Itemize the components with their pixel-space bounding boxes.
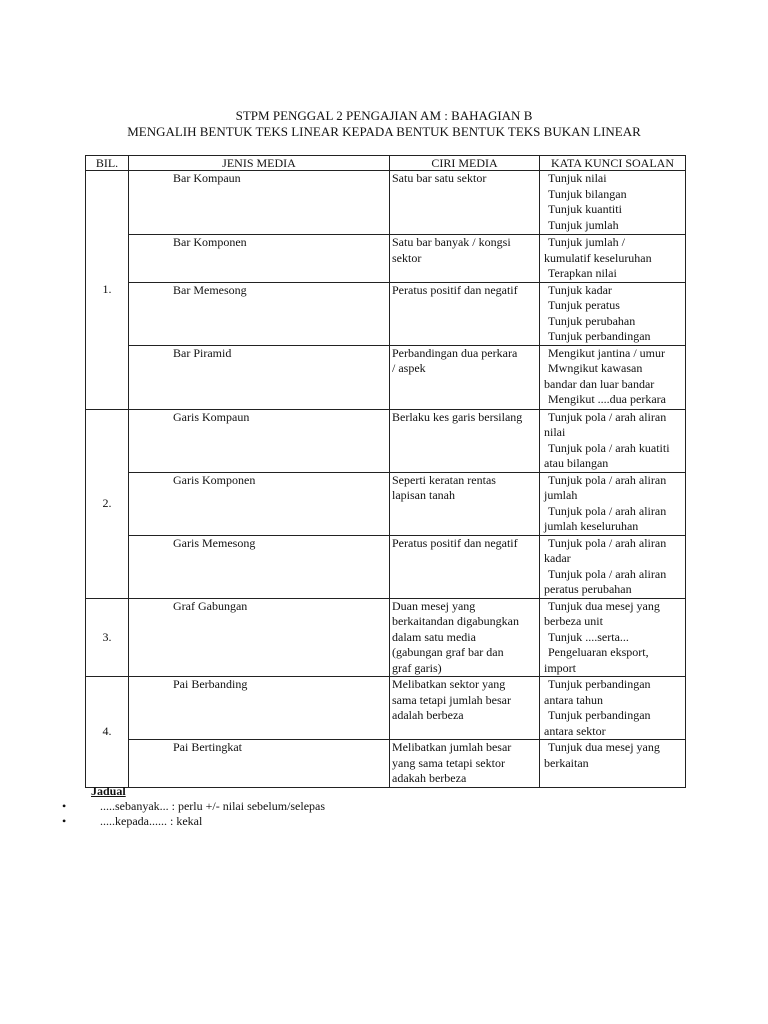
bil-cell: 4. bbox=[86, 677, 129, 788]
table-row bbox=[86, 677, 686, 740]
ciri-line: / aspek bbox=[392, 361, 426, 375]
ciri-line: Peratus positif dan negatif bbox=[392, 282, 518, 297]
jadual-label: Jadual bbox=[91, 784, 126, 798]
kata-kunci-line: Tunjuk perbandingan bbox=[548, 329, 651, 343]
document-title: STPM PENGGAL 2 PENGAJIAN AM : BAHAGIAN B bbox=[235, 108, 533, 123]
kata-kunci-line: kumulatif keseluruhan bbox=[544, 250, 652, 265]
kata-kunci-cell bbox=[540, 345, 686, 409]
kata-kunci-line: jumlah bbox=[544, 488, 578, 502]
kata-kunci-line: kadar bbox=[544, 551, 571, 565]
ciri-line: Duan mesej yang bbox=[392, 598, 476, 613]
kata-kunci-line: jumlah keseluruhan bbox=[544, 519, 639, 533]
ciri-media-cell bbox=[390, 472, 540, 535]
ciri-media-cell bbox=[390, 677, 540, 740]
ciri-line: (gabungan graf bar dan bbox=[392, 645, 504, 659]
kata-kunci-line: Tunjuk pola / arah aliran bbox=[548, 535, 667, 550]
jenis-media-cell: Bar Komponen bbox=[129, 235, 390, 283]
ciri-media-cell bbox=[390, 235, 540, 283]
ciri-line: lapisan tanah bbox=[392, 488, 455, 502]
table-row bbox=[86, 345, 686, 409]
kata-kunci-line: Tunjuk pola / arah aliran bbox=[548, 503, 667, 518]
kata-kunci-line: Tunjuk perbandingan bbox=[548, 677, 651, 691]
jenis-media-cell: Bar Piramid bbox=[129, 345, 390, 409]
jenis-media-cell: Garis Memesong bbox=[129, 535, 390, 598]
kata-kunci-line: import bbox=[544, 660, 576, 675]
ciri-media-cell bbox=[390, 282, 540, 345]
jenis-media-cell: Bar Memesong bbox=[129, 282, 390, 345]
kata-kunci-line: Terapkan nilai bbox=[548, 266, 617, 280]
table-row bbox=[86, 740, 686, 788]
kata-kunci-line: antara sektor bbox=[544, 723, 606, 738]
table-row bbox=[86, 409, 686, 472]
kata-kunci-line: Mwngikut kawasan bbox=[548, 361, 643, 375]
ciri-line: adakah berbeza bbox=[392, 771, 467, 785]
table-row bbox=[86, 535, 686, 598]
bullet-icon: • bbox=[62, 814, 67, 828]
kata-kunci-line: nilai bbox=[544, 425, 566, 439]
kata-kunci-line: Tunjuk dua mesej yang bbox=[548, 740, 660, 754]
kata-kunci-line: Tunjuk peratus bbox=[548, 298, 620, 312]
kata-kunci-line: Tunjuk dua mesej yang bbox=[548, 598, 660, 613]
jenis-media-cell: Pai Berbanding bbox=[129, 677, 390, 740]
bil-cell: 3. bbox=[86, 598, 129, 677]
note-text: .....sebanyak... : perlu +/- nilai sebelum/selepas bbox=[100, 799, 326, 813]
ciri-line: Peratus positif dan negatif bbox=[392, 535, 518, 550]
kata-kunci-line: Pengeluaran eksport, bbox=[548, 645, 649, 659]
media-table bbox=[85, 155, 686, 788]
ciri-line: adalah berbeza bbox=[392, 708, 464, 722]
ciri-line: yang sama tetapi sektor bbox=[392, 755, 505, 770]
header-jenis-media: JENIS MEDIA bbox=[129, 156, 390, 171]
kata-kunci-cell bbox=[540, 535, 686, 598]
table-row bbox=[86, 282, 686, 345]
jenis-media-cell: Garis Komponen bbox=[129, 472, 390, 535]
ciri-media-cell bbox=[390, 345, 540, 409]
ciri-media-cell bbox=[390, 171, 540, 235]
kata-kunci-line: bandar dan luar bandar bbox=[544, 376, 655, 391]
jenis-media-cell: Bar Kompaun bbox=[129, 171, 390, 235]
kata-kunci-cell bbox=[540, 472, 686, 535]
document-subtitle: MENGALIH BENTUK TEKS LINEAR KEPADA BENTUK BENTUK TEKS BUKAN LINEAR bbox=[127, 124, 641, 139]
table-row bbox=[86, 598, 686, 677]
bil-cell: 2. bbox=[86, 409, 129, 598]
kata-kunci-line: Tunjuk ....serta... bbox=[548, 629, 629, 644]
ciri-line: sektor bbox=[392, 250, 422, 265]
kata-kunci-line: Tunjuk pola / arah kuatiti bbox=[548, 440, 670, 455]
ciri-media-cell bbox=[390, 409, 540, 472]
kata-kunci-line: berbeza unit bbox=[544, 614, 603, 628]
ciri-line: dalam satu media bbox=[392, 629, 476, 644]
kata-kunci-line: antara tahun bbox=[544, 692, 603, 707]
kata-kunci-line: Tunjuk perbandingan bbox=[548, 708, 651, 722]
bullet-icon: • bbox=[62, 799, 67, 813]
kata-kunci-line: Tunjuk pola / arah aliran bbox=[548, 472, 667, 487]
ciri-line: Satu bar satu sektor bbox=[392, 171, 487, 185]
kata-kunci-line: Tunjuk kuantiti bbox=[548, 202, 622, 216]
ciri-line: Satu bar banyak / kongsi bbox=[392, 235, 511, 249]
kata-kunci-line: Mengikut ....dua perkara bbox=[548, 392, 666, 406]
kata-kunci-line: berkaitan bbox=[544, 755, 589, 770]
header-kata-kunci: KATA KUNCI SOALAN bbox=[540, 156, 686, 171]
kata-kunci-cell bbox=[540, 235, 686, 283]
table-row bbox=[86, 235, 686, 283]
ciri-media-cell bbox=[390, 598, 540, 677]
jenis-media-cell: Pai Bertingkat bbox=[129, 740, 390, 788]
bil-cell: 1. bbox=[86, 171, 129, 410]
jenis-media-cell: Graf Gabungan bbox=[129, 598, 390, 677]
kata-kunci-line: Tunjuk bilangan bbox=[548, 186, 627, 201]
ciri-line: Berlaku kes garis bersilang bbox=[392, 409, 523, 424]
kata-kunci-cell bbox=[540, 409, 686, 472]
kata-kunci-line: Tunjuk jumlah bbox=[548, 217, 619, 232]
kata-kunci-cell bbox=[540, 171, 686, 235]
kata-kunci-line: Mengikut jantina / umur bbox=[548, 345, 665, 360]
header-ciri-media: CIRI MEDIA bbox=[390, 156, 540, 171]
header-bil: BIL. bbox=[86, 156, 129, 171]
jenis-media-cell: Garis Kompaun bbox=[129, 409, 390, 472]
kata-kunci-line: Tunjuk jumlah / bbox=[548, 235, 625, 249]
kata-kunci-line: peratus perubahan bbox=[544, 582, 632, 596]
kata-kunci-cell bbox=[540, 740, 686, 788]
kata-kunci-cell bbox=[540, 598, 686, 677]
table-row bbox=[86, 472, 686, 535]
kata-kunci-line: atau bilangan bbox=[544, 456, 609, 470]
kata-kunci-cell bbox=[540, 677, 686, 740]
table-row bbox=[86, 171, 686, 235]
kata-kunci-line: Tunjuk pola / arah aliran bbox=[548, 566, 667, 581]
ciri-line: Seperti keratan rentas bbox=[392, 472, 496, 487]
ciri-line: Perbandingan dua perkara bbox=[392, 345, 518, 360]
ciri-line: sama tetapi jumlah besar bbox=[392, 692, 511, 707]
ciri-line: Melibatkan sektor yang bbox=[392, 677, 506, 691]
kata-kunci-line: Tunjuk perubahan bbox=[548, 313, 636, 328]
kata-kunci-cell bbox=[540, 282, 686, 345]
kata-kunci-line: Tunjuk nilai bbox=[548, 171, 607, 185]
ciri-line: berkaitandan digabungkan bbox=[392, 614, 519, 628]
note-text: .....kepada...... : kekal bbox=[100, 814, 203, 828]
ciri-line: graf garis) bbox=[392, 660, 442, 675]
table-body bbox=[86, 171, 686, 788]
kata-kunci-line: Tunjuk pola / arah aliran bbox=[548, 409, 667, 424]
kata-kunci-line: Tunjuk kadar bbox=[548, 282, 612, 297]
ciri-line: Melibatkan jumlah besar bbox=[392, 740, 512, 754]
ciri-media-cell bbox=[390, 535, 540, 598]
ciri-media-cell bbox=[390, 740, 540, 788]
